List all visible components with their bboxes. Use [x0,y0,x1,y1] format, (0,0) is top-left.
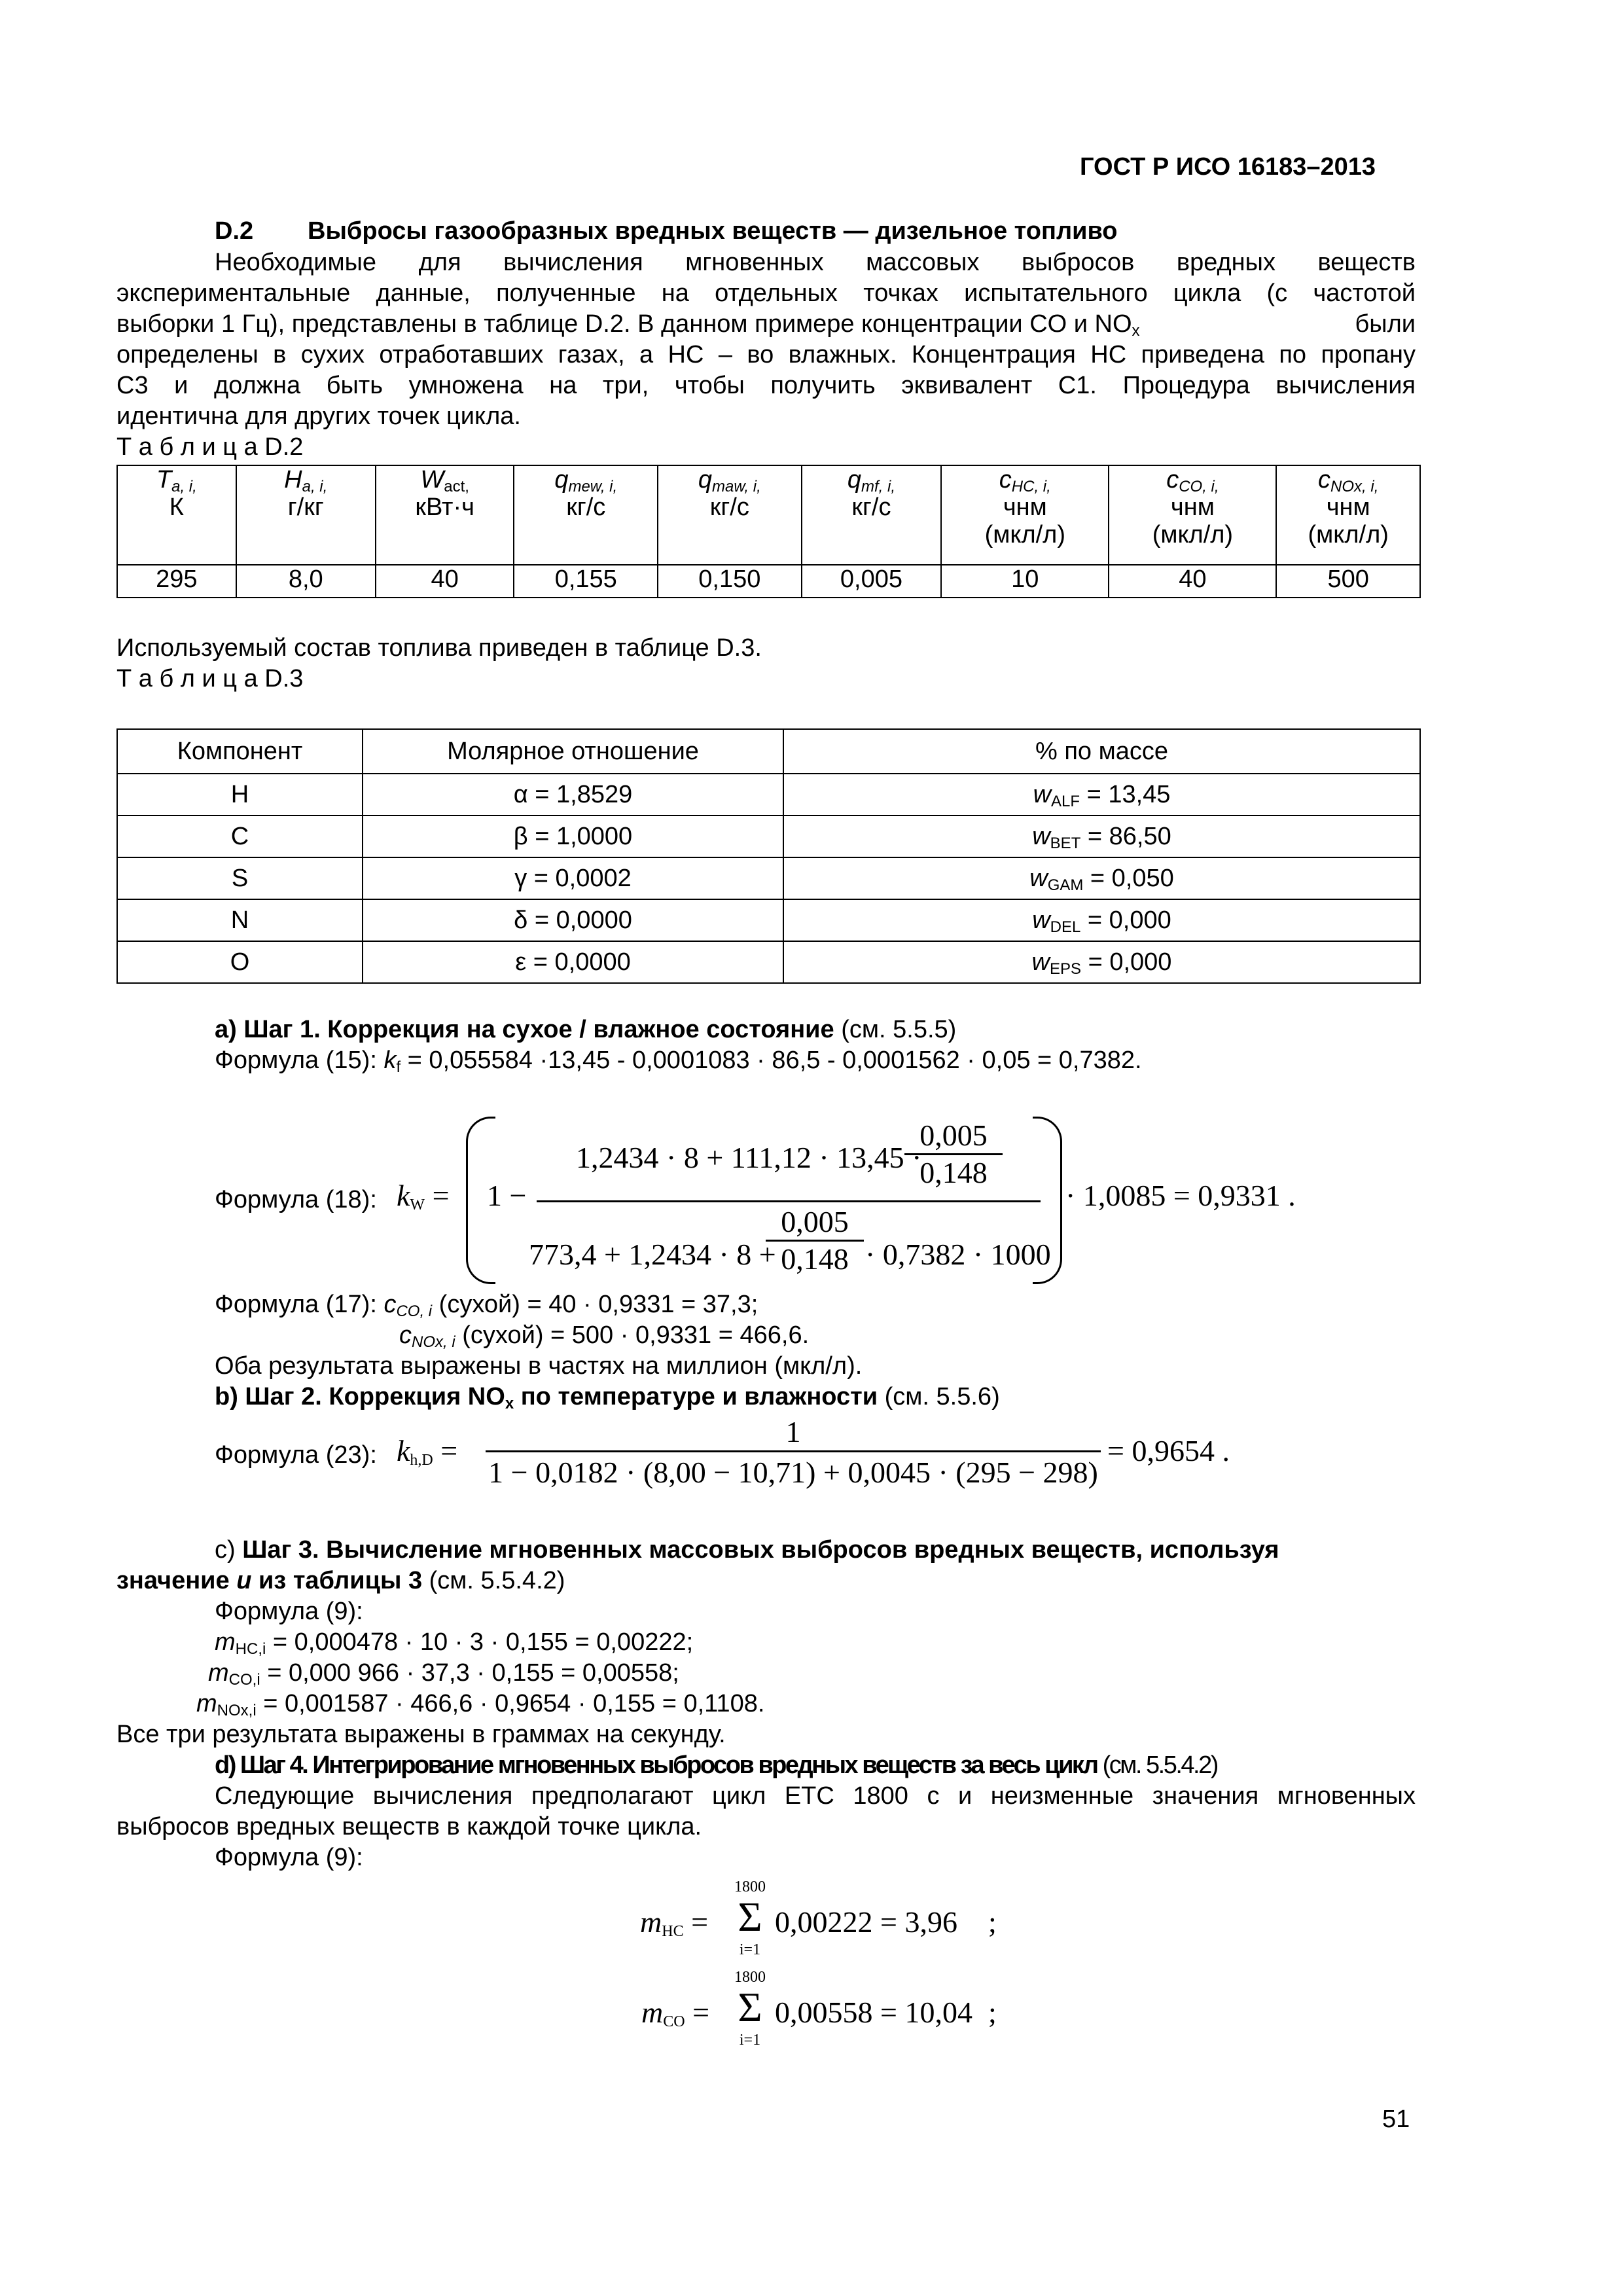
table-d3-cell: $w_{ALF} = 13,45$ [783,774,1420,816]
table-d3-cell: γ = 0,0002 [363,857,783,899]
sum-co-lhs: $m_{CO}$ = [641,1996,710,2030]
m-hc-line: $m_{HC,i} = 0,000478 \cdot 10 \cdot 3 \cdot 0,155 = 0,00222$; [215,1628,694,1658]
page-number: 51 [1382,2106,1410,2133]
table-d2-header-cell: $c_{CO, i,}$ чнм (мкл/л) [1109,465,1276,565]
table-d2-caption: Т а б л и ц а D.2 [116,433,304,461]
table-d3-cell: O [117,941,363,983]
formula-17-co: Формула (17): $c_{CO, i}$ (сухой) = 40 · 0,9331 = 37,3; [215,1291,758,1320]
table-d3-cell: C [117,816,363,857]
table-d3-row [117,941,1420,983]
table-d2-header-cell: $c_{HC, i,}$ чнм (мкл/л) [941,465,1109,565]
table-d2-cell: 10 [941,565,1109,598]
table-d3-cell: α = 1,8529 [363,774,783,816]
formula-23-k: $k_{h,D}$ = [397,1434,458,1469]
section-number: D.2 [215,217,254,245]
para-line-5: C3 и должна быть умножена на три, чтобы получить эквивалент C1. Процедура вычисления [116,372,1416,399]
table-d2 [116,465,1421,598]
table-d3-header-cell: Компонент [117,729,363,774]
table-d3-cell: H [117,774,363,816]
sum-hc-end: ; [988,1905,997,1939]
step-b-heading: b) Шаг 2. Коррекция $NO_x$ по температуре и влажности (см. 5.5.6) [215,1383,1000,1412]
sum-co-lower: i=1 [739,2032,761,2049]
table-d2-cell: 8,0 [236,565,376,598]
formula-18-bottom-fraction: 0,005 0,148 [766,1204,864,1277]
table-d3 [116,728,1421,984]
formula-23-fraction: 1 1 − 0,0182 · (8,00 − 10,71) + 0,0045 · (295 − 298) [486,1414,1101,1493]
table-d3-cell: ε = 0,0000 [363,941,783,983]
step-a-heading: а) Шаг 1. Коррекция на сухое / влажное состояние (см. 5.5.5) [215,1016,957,1043]
table-d3-row [117,816,1420,857]
one-minus: 1 − [487,1179,527,1212]
step-d-formula-9: Формула (9): [215,1844,363,1871]
table-d2-cell: 40 [1109,565,1276,598]
table-d3-header-row [117,729,1420,774]
table-d2-cell: 0,155 [514,565,658,598]
table-d3-cell: $w_{DEL} = 0,000$ [783,899,1420,941]
table-d3-caption: Т а б л и ц а D.3 [116,665,304,692]
step-c-formula-9: Формула (9): [215,1598,363,1625]
table-d2-header-cell: $q_{mf, i,}$ кг/с [802,465,942,565]
table-d3-header-cell: % по массе [783,729,1420,774]
table-d3-header-cell: Молярное отношение [363,729,783,774]
formula-23-label: Формула (23): [215,1441,377,1469]
table-d3-row [117,899,1420,941]
m-co-line: $m_{CO,i} = 0,000$ 966 · 37,3 · 0,155 = 0,00558; [208,1659,679,1689]
step-d-para-2: выбросов вредных веществ в каждой точке цикла. [116,1813,702,1840]
formula-18-bottom-expr: 773,4 + 1,2434 · 8 + [529,1238,776,1271]
formula-18-top-expr: 1,2434 · 8 + 111,12 · 13,45 · [576,1141,922,1174]
sigma-co-icon: Σ [738,1984,762,2030]
table-d3-cell: $w_{EPS} = 0,000$ [783,941,1420,983]
formula-18-result: · 1,0085 = 0,9331 . [1065,1179,1296,1212]
formula-18-bottom-tail: · 0,7382 · 1000 [865,1238,1051,1271]
section-title: Выбросы газообразных вредных веществ — дизельное топливо [308,217,1118,245]
table-d2-header-cell: $T_{a, i,}$ К [117,465,236,565]
table-d2-header-cell: $c_{NOx, i,}$ чнм (мкл/л) [1276,465,1420,565]
formula-23-result: = 0,9654 . [1107,1434,1230,1467]
step-c-line2: значение u из таблицы 3 (см. 5.5.4.2) [116,1567,565,1594]
table-d2-cell: 40 [376,565,514,598]
table-d2-cell: 0,150 [658,565,802,598]
fuel-intro: Используемый состав топлива приведен в таблице D.3. [116,634,762,662]
step-c-note: Все три результата выражены в граммах на секунду. [116,1721,726,1748]
para-line-2: экспериментальные данные, полученные на отдельных точках испытательного цикла (с частотой [116,279,1416,307]
para-line-3-end: были [1355,310,1416,338]
table-d3-cell: S [117,857,363,899]
table-d2-cell: 500 [1276,565,1420,598]
para-line-3-text: выборки 1 Гц), представлены в таблице D.2. В данном примере концентрации CO и $NO_x$ [116,310,1140,340]
table-d2-header-cell: $H_{a, i,}$ г/кг [236,465,376,565]
table-d3-cell: δ = 0,0000 [363,899,783,941]
table-d3-row [117,857,1420,899]
step-c-line1: c) Шаг 3. Вычисление мгновенных массовых выбросов вредных веществ, используя [215,1536,1279,1564]
sum-hc-lhs: $m_{HC}$ = [640,1905,709,1940]
table-d2-header-cell: $W_{act,}$ кВт·ч [376,465,514,565]
table-d3-cell: β = 1,0000 [363,816,783,857]
table-d2-value-row [117,565,1420,598]
table-d2-header-cell: $q_{maw, i,}$ кг/с [658,465,802,565]
step-d-para-1: Следующие вычисления предполагают цикл ETC 1800 с и неизменные значения мгновенных [215,1782,1416,1810]
sum-co-expr: 0,00558 = 10,04 [775,1996,972,2029]
table-d3-cell: $w_{BET} = 86,50$ [783,816,1420,857]
table-d2-cell: 295 [117,565,236,598]
formula-18-k: $k_W$ = [397,1179,450,1213]
sigma-hc-icon: Σ [738,1893,762,1940]
formula-17-nox: $c_{NOx, i}$ (сухой) = 500 · 0,9331 = 466,6. [399,1321,810,1351]
sum-co-upper: 1800 [734,1969,766,1986]
para-line-3 [116,309,1416,340]
table-d3-cell: N [117,899,363,941]
formula-18-label: Формула (18): [215,1186,377,1213]
table-d2-header-row [117,465,1420,565]
table-d2-cell: 0,005 [802,565,942,598]
formula-15: Формула (15): $k_f = 0,055584 \cdot 13,45 - 0,0001083 \cdot 86,5 - 0,0001562 \cdot 0,05 = 0,7382$. [215,1047,1142,1076]
sum-hc-upper: 1800 [734,1878,766,1895]
para-line-6: идентична для других точек цикла. [116,403,521,430]
table-d3-cell: $w_{GAM} = 0,050$ [783,857,1420,899]
standard-header: ГОСТ Р ИСО 16183–2013 [1080,153,1376,181]
table-d2-header-cell: $q_{mew, i,}$ кг/с [514,465,658,565]
para-line-1: Необходимые для вычисления мгновенных массовых выбросов вредных веществ [215,249,1416,276]
m-nox-line: $m_{NOx,i} = 0,001587 \cdot 466,6 \cdot 0,9654 \cdot 0,155 = 0,1108$. [196,1690,765,1719]
formula-17-note: Оба результата выражены в частях на миллион (мкл/л). [215,1352,863,1380]
para-line-4: определены в сухих отработавших газах, а HC – во влажных. Концентрация HC приведена по пропану [116,341,1416,368]
formula-18-top-fraction: 0,005 0,148 [904,1118,1003,1191]
step-d-heading: d) Шаг 4. Интегрирование мгновенных выбросов вредных веществ за весь цикл (см. 5.5.4.2) [215,1751,1217,1779]
main-fraction-bar [537,1200,1041,1202]
sum-co-end: ; [988,1996,997,2029]
sum-hc-expr: 0,00222 = 3,96 [775,1905,957,1939]
table-d3-row [117,774,1420,816]
sum-hc-lower: i=1 [739,1941,761,1958]
